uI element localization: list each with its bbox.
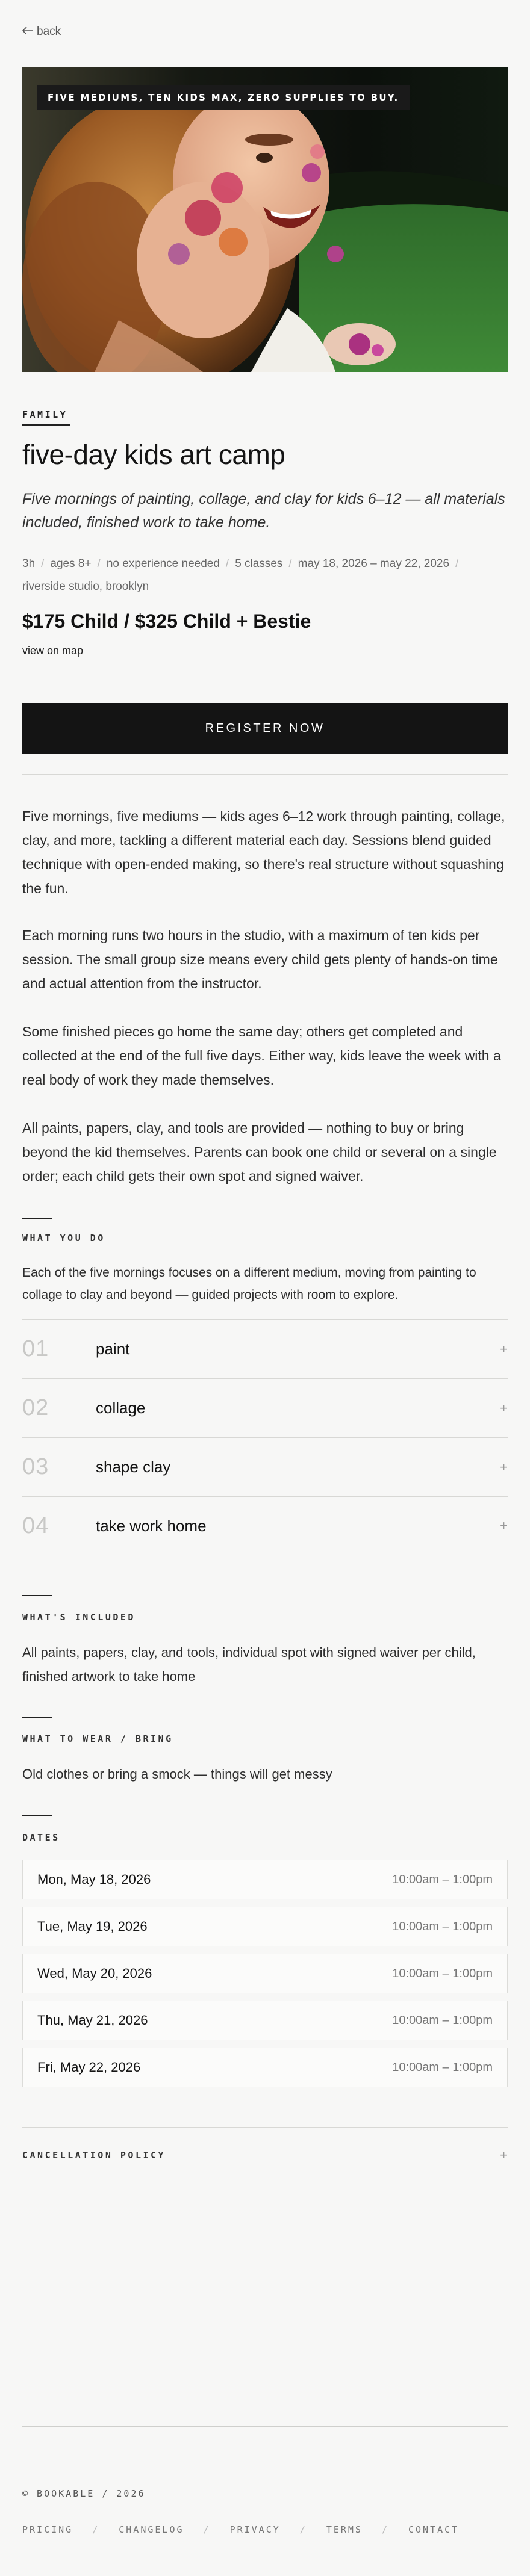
activity-number: 03 [22, 1454, 49, 1479]
date-time: 10:00am – 1:00pm [392, 2060, 493, 2074]
register-button[interactable]: REGISTER NOW [22, 703, 508, 754]
footer-link-pricing[interactable]: PRICING [22, 2524, 73, 2535]
activity-label: shape clay [96, 1458, 171, 1476]
meta-experience: no experience needed [106, 557, 220, 570]
plus-icon[interactable]: + [500, 1341, 508, 1357]
meta-location: riverside studio, brooklyn [22, 580, 149, 593]
meta-ages: ages 8+ [50, 557, 92, 570]
what-to-wear-text: Old clothes or bring a smock — things will get messy [22, 1766, 332, 1782]
date-time: 10:00am – 1:00pm [392, 1919, 493, 1933]
footer-separator: / [381, 2524, 389, 2535]
date-time: 10:00am – 1:00pm [392, 1966, 493, 1980]
activity-number: 04 [22, 1512, 49, 1538]
section-rule [22, 1218, 52, 1219]
plus-icon[interactable]: + [500, 1400, 508, 1416]
activity-item-collage[interactable] [22, 1378, 508, 1437]
footer-copyright: © BOOKABLE / 2026 [22, 2488, 146, 2499]
date-row [22, 1954, 508, 1993]
whats-included-label: WHAT'S INCLUDED [22, 1612, 136, 1623]
activity-item-shape-clay[interactable] [22, 1437, 508, 1496]
date-day: Tue, May 19, 2026 [37, 1919, 148, 1934]
event-category: FAMILY [22, 409, 68, 420]
date-day: Mon, May 18, 2026 [37, 1872, 151, 1887]
description-paragraph: Five mornings, five mediums — kids ages 6–12 work through painting, collage, clay, and more, tackling a different material each day. Sessions blend guided technique with open-ended making, so there's real structure without squashing the fun. [22, 808, 505, 896]
hero-photo [22, 67, 508, 372]
cancellation-policy-toggle[interactable] [22, 2128, 508, 2183]
footer-separator: / [299, 2524, 307, 2535]
description-paragraph: All paints, papers, clay, and tools are provided — nothing to buy or bring beyond the kid themselves. Parents can book one child or several on a single order; each child gets their own spot and signed waiver. [22, 1120, 497, 1184]
meta-separator: / [225, 557, 229, 570]
activity-label: take work home [96, 1516, 207, 1535]
footer-separator: / [203, 2524, 211, 2535]
description-paragraph: Some finished pieces go home the same day; others get completed and collected at the end of the full five days. Either way, kids leave the week with a real body of work they made themselves. [22, 1024, 501, 1088]
event-price: $175 Child / $325 Child + Bestie [22, 610, 311, 632]
footer-nav [22, 2524, 459, 2535]
cancellation-policy-label: CANCELLATION POLICY [22, 2150, 166, 2161]
section-rule [22, 1595, 52, 1596]
plus-icon[interactable]: + [500, 1518, 508, 1533]
date-day: Thu, May 21, 2026 [37, 2013, 148, 2028]
plus-icon[interactable]: + [500, 2147, 508, 2163]
date-time: 10:00am – 1:00pm [392, 2013, 493, 2027]
meta-duration: 3h [22, 557, 36, 570]
hero-image [22, 67, 508, 372]
view-on-map-link[interactable]: view on map [22, 645, 84, 657]
activity-number: 02 [22, 1395, 49, 1420]
footer-link-privacy[interactable]: PRIVACY [229, 2524, 281, 2535]
activity-item-paint[interactable] [22, 1319, 508, 1378]
plus-icon[interactable]: + [500, 1459, 508, 1475]
date-time: 10:00am – 1:00pm [392, 1872, 493, 1886]
what-you-do-intro: Each of the five mornings focuses on a different medium, moving from painting to collage to clay and beyond — guided projects with room to explore. [22, 1266, 476, 1302]
whats-included-text: All paints, papers, clay, and tools, individual spot with signed waiver per child, finished artwork to take home [22, 1645, 476, 1684]
date-row [22, 1860, 508, 1899]
footer-link-contact[interactable]: CONTACT [408, 2524, 460, 2535]
meta-separator: / [97, 557, 101, 570]
footer-separator: / [92, 2524, 100, 2535]
activity-label: paint [96, 1340, 130, 1358]
what-you-do-label: WHAT YOU DO [22, 1233, 105, 1243]
arrow-left-icon [22, 25, 33, 39]
meta-date-range: may 18, 2026 – may 22, 2026 [298, 557, 450, 570]
section-rule [22, 1717, 52, 1718]
description-paragraph: Each morning runs two hours in the studio, with a maximum of ten kids per session. The small group size means every child gets plenty of hands-on time and actual attention from the instructor. [22, 927, 498, 991]
dates-label: DATES [22, 1832, 60, 1843]
date-row [22, 1907, 508, 1946]
back-link[interactable] [22, 25, 61, 39]
footer-link-changelog[interactable]: CHANGELOG [119, 2524, 184, 2535]
what-to-wear-label: WHAT TO WEAR / BRING [22, 1733, 173, 1744]
hero-badge: FIVE MEDIUMS, TEN KIDS MAX, ZERO SUPPLIES TO BUY. [37, 85, 410, 110]
footer-link-terms[interactable]: TERMS [326, 2524, 363, 2535]
activity-number: 01 [22, 1336, 49, 1361]
activity-label: collage [96, 1399, 146, 1417]
meta-separator: / [41, 557, 45, 570]
meta-classes: 5 classes [235, 557, 283, 570]
divider [22, 774, 508, 775]
meta-separator: / [455, 557, 459, 570]
date-day: Wed, May 20, 2026 [37, 1966, 152, 1981]
event-title: five-day kids art camp [22, 439, 285, 470]
date-row [22, 2048, 508, 2087]
date-day: Fri, May 22, 2026 [37, 2060, 141, 2075]
event-meta [22, 553, 508, 598]
meta-separator: / [288, 557, 292, 570]
event-subtitle: Five mornings of painting, collage, and clay for kids 6–12 — all materials included, finished work to take home. [22, 491, 505, 531]
activity-item-take-work-home[interactable] [22, 1496, 508, 1555]
footer-divider [22, 2426, 508, 2427]
section-rule [22, 1815, 52, 1816]
back-label: back [37, 25, 61, 38]
category-rule [22, 424, 70, 426]
date-row [22, 2001, 508, 2040]
